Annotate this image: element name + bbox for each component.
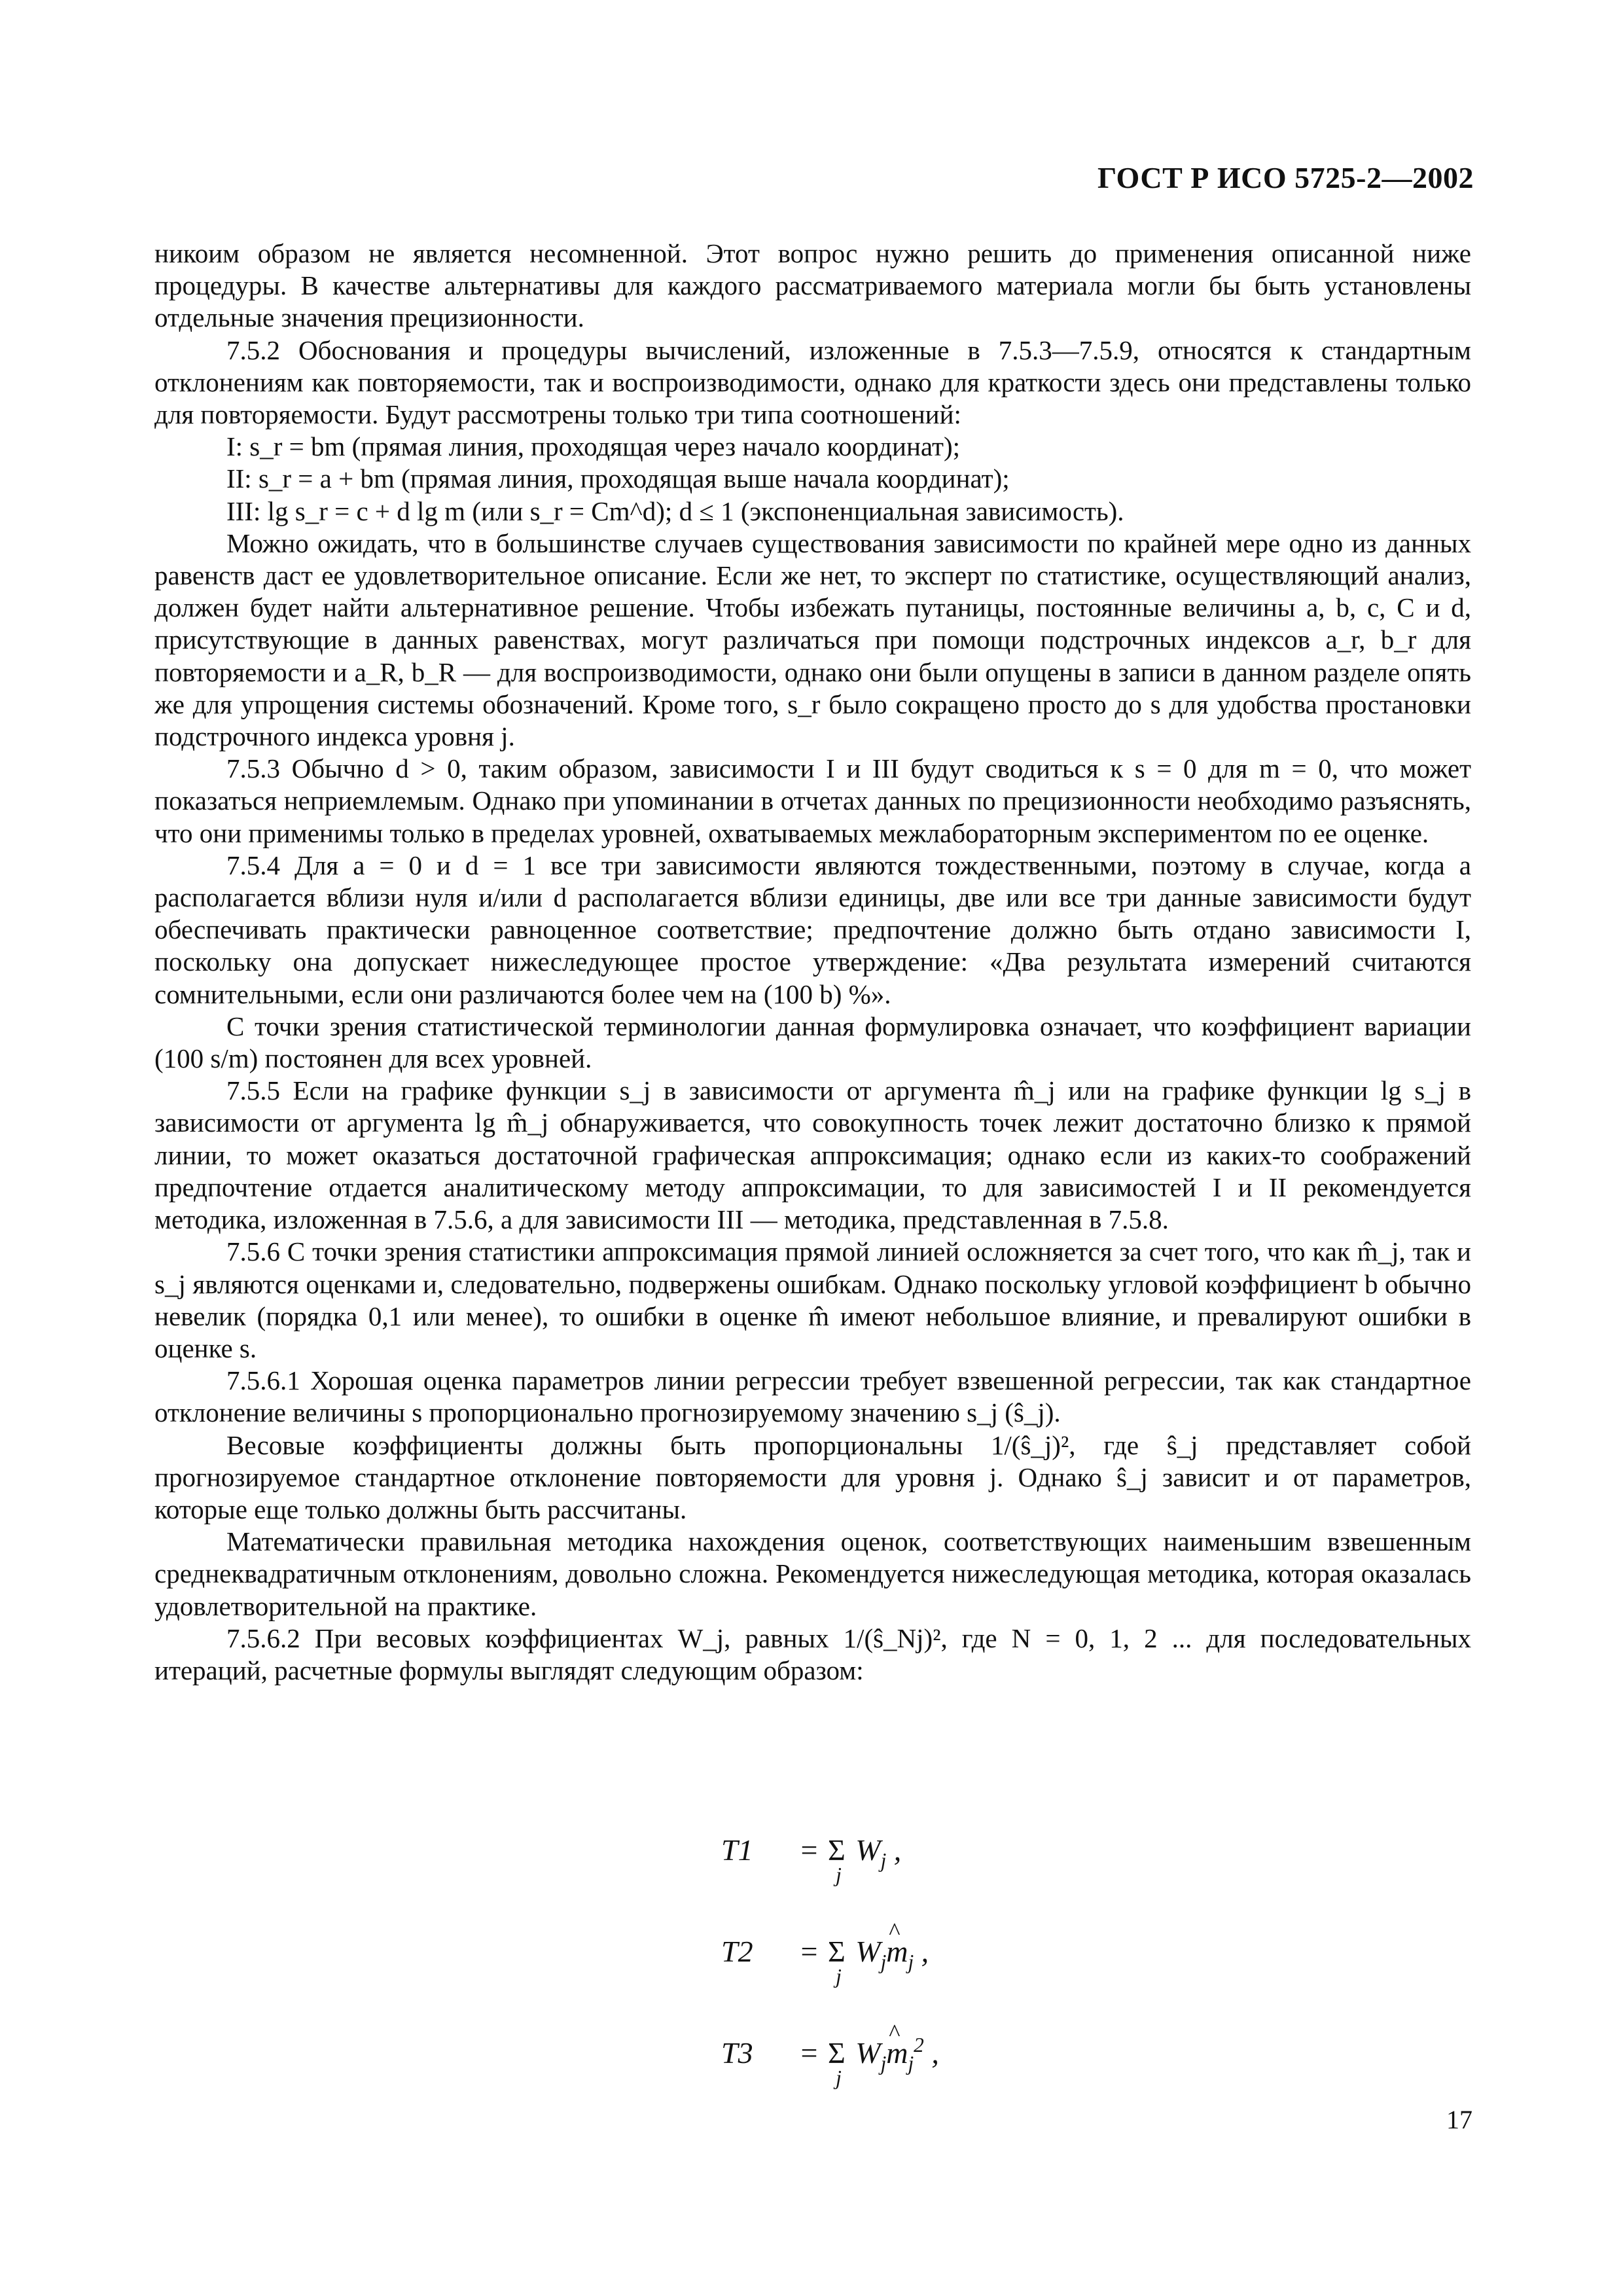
paragraph-weights: Весовые коэффициенты должны быть пропорциональны 1/(ŝ_j)², где ŝ_j представляет собой прогнозируемое стандартное отклонение повторяемости для уровня j. Однако ŝ_j зависит и от параметров, которые еще только должны быть рассчитаны. — [154, 1429, 1471, 1524]
formula-t1: T1 = Σ j $W_j$ , — [721, 1833, 902, 1886]
formula-t2-lhs: T2 — [721, 1935, 753, 1968]
paragraph-7-5-4: 7.5.4 Для a = 0 и d = 1 все три зависимости являются тождественными, поэтому в случае, когда a располагается вблизи нуля и/или d располагается вблизи единицы, две или все три данные зависимости будут обеспечивать практически равноценное соответствие; предпочтение должно быть отдано зависимости I, поскольку она допускает нижеследующее простое утверждение: «Два результата измерений считаются сомнительными, если они различаются более чем на (100 b) %». — [154, 850, 1471, 1009]
relation-I: I: s_r = bm (прямая линия, проходящая через начало координат); — [226, 431, 960, 462]
paragraph-method: Математически правильная методика нахождения оценок, соответствующих наименьшим взвешенным среднеквадратичным отклонениям, довольно сложна. Рекомендуется нижеследующая методика, которая оказалась удовлетворительной на практике. — [154, 1526, 1471, 1621]
paragraph-7-5-6-1: 7.5.6.1 Хорошая оценка параметров линии регрессии требует взвешенной регрессии, так как стандартное отклонение величины s пропорционально прогнозируемому значению s_j (ŝ_j). — [154, 1365, 1471, 1428]
formula-t2: T2 = Σ j $W_j\^{}$ $m_j$ , — [721, 1934, 929, 1969]
paragraph-7-5-2: 7.5.2 Обоснования и процедуры вычислений, изложенные в 7.5.3—7.5.9, относятся к стандартным отклонениям как повторяемости, так и воспроизводимости, однако для краткости здесь они представлены только для повторяемости. Будут рассмотрены только три типа соотношений: — [154, 334, 1471, 430]
paragraph-7-5-5: 7.5.5 Если на графике функции s_j в зависимости от аргумента m̂_j или на графике функции lg s_j в зависимости от аргумента lg m̂_j обнаруживается, что совокупность точек лежит достаточно близко к прямой линии, то может оказаться достаточной графическая аппроксимация; однако если из каких-то соображений предпочтение отдается аналитическому методу аппроксимации, то для зависимостей I и II рекомендуется методика, изложенная в 7.5.6, а для зависимости III — методика, представленная в 7.5.8. — [154, 1075, 1471, 1235]
document-header-title: ГОСТ Р ИСО 5725-2—2002 — [1097, 161, 1474, 194]
paragraph-7-5-6-2: 7.5.6.2 При весовых коэффициентах W_j, равных 1/(ŝ_Nj)², где N = 0, 1, 2 ... для последовательных итераций, расчетные формулы выглядят следующим образом: — [154, 1623, 1471, 1685]
relation-II: II: s_r = a + bm (прямая линия, проходящая выше начала координат); — [226, 463, 1010, 494]
relation-III: III: lg s_r = c + d lg m (или s_r = Cm^d); d ≤ 1 (экспоненциальная зависимость). — [226, 495, 1124, 526]
page-number: 17 — [1446, 2105, 1472, 2134]
paragraph-coefficient-variation: С точки зрения статистической терминологии данная формулировка означает, что коэффициент вариации (100 s/m) постоянен для всех уровней. — [154, 1011, 1471, 1074]
body-text — [154, 238, 1471, 1687]
paragraph-7-5-6: 7.5.6 С точки зрения статистики аппроксимация прямой линией осложняется за счет того, что как m̂_j, так и s_j являются оценками и, следовательно, подвержены ошибкам. Однако поскольку угловой коэффициент b обычно невелик (порядка 0,1 или менее), то ошибки в оценке m̂ имеют небольшое влияние, и превалируют ошибки в оценке s. — [154, 1236, 1471, 1363]
formula-t1-lhs: T1 — [721, 1833, 753, 1867]
paragraph-expectation: Можно ожидать, что в большинстве случаев существования зависимости по крайней мере одно из данных равенств даст ее удовлетворительное описание. Если же нет, то эксперт по статистике, осуществляющий анализ, должен будет найти альтернативное решение. Чтобы избежать путаницы, постоянные величины a, b, c, C и d, присутствующие в данных равенствах, могут различаться при помощи подстрочных индексов a_r, b_r для повторяемости и a_R, b_R — для воспроизводимости, однако они были опущены в записи в данном разделе опять же для упрощения системы обозначений. Кроме того, s_r было сокращено просто до s для удобства простановки подстрочного индекса уровня j. — [154, 528, 1471, 752]
formula-t3: T3 = Σ j $W_j\^{}$ $m_j^2$ , — [721, 2036, 939, 2070]
paragraph-7-5-3: 7.5.3 Обычно d > 0, таким образом, зависимости I и III будут сводиться к s = 0 для m = 0, что может показаться неприемлемым. Однако при упоминании в отчетах данных по прецизионности необходимо разъяснять, что они применимы только в пределах уровней, охватываемых межлабораторным экспериментом по ее оценке. — [154, 753, 1471, 848]
formula-t3-lhs: T3 — [721, 2036, 753, 2070]
paragraph-1: никоим образом не является несомненной. Этот вопрос нужно решить до применения описанной ниже процедуры. В качестве альтернативы для каждого рассматриваемого материала могли бы быть установлены отдельные значения прецизионности. — [154, 238, 1471, 333]
